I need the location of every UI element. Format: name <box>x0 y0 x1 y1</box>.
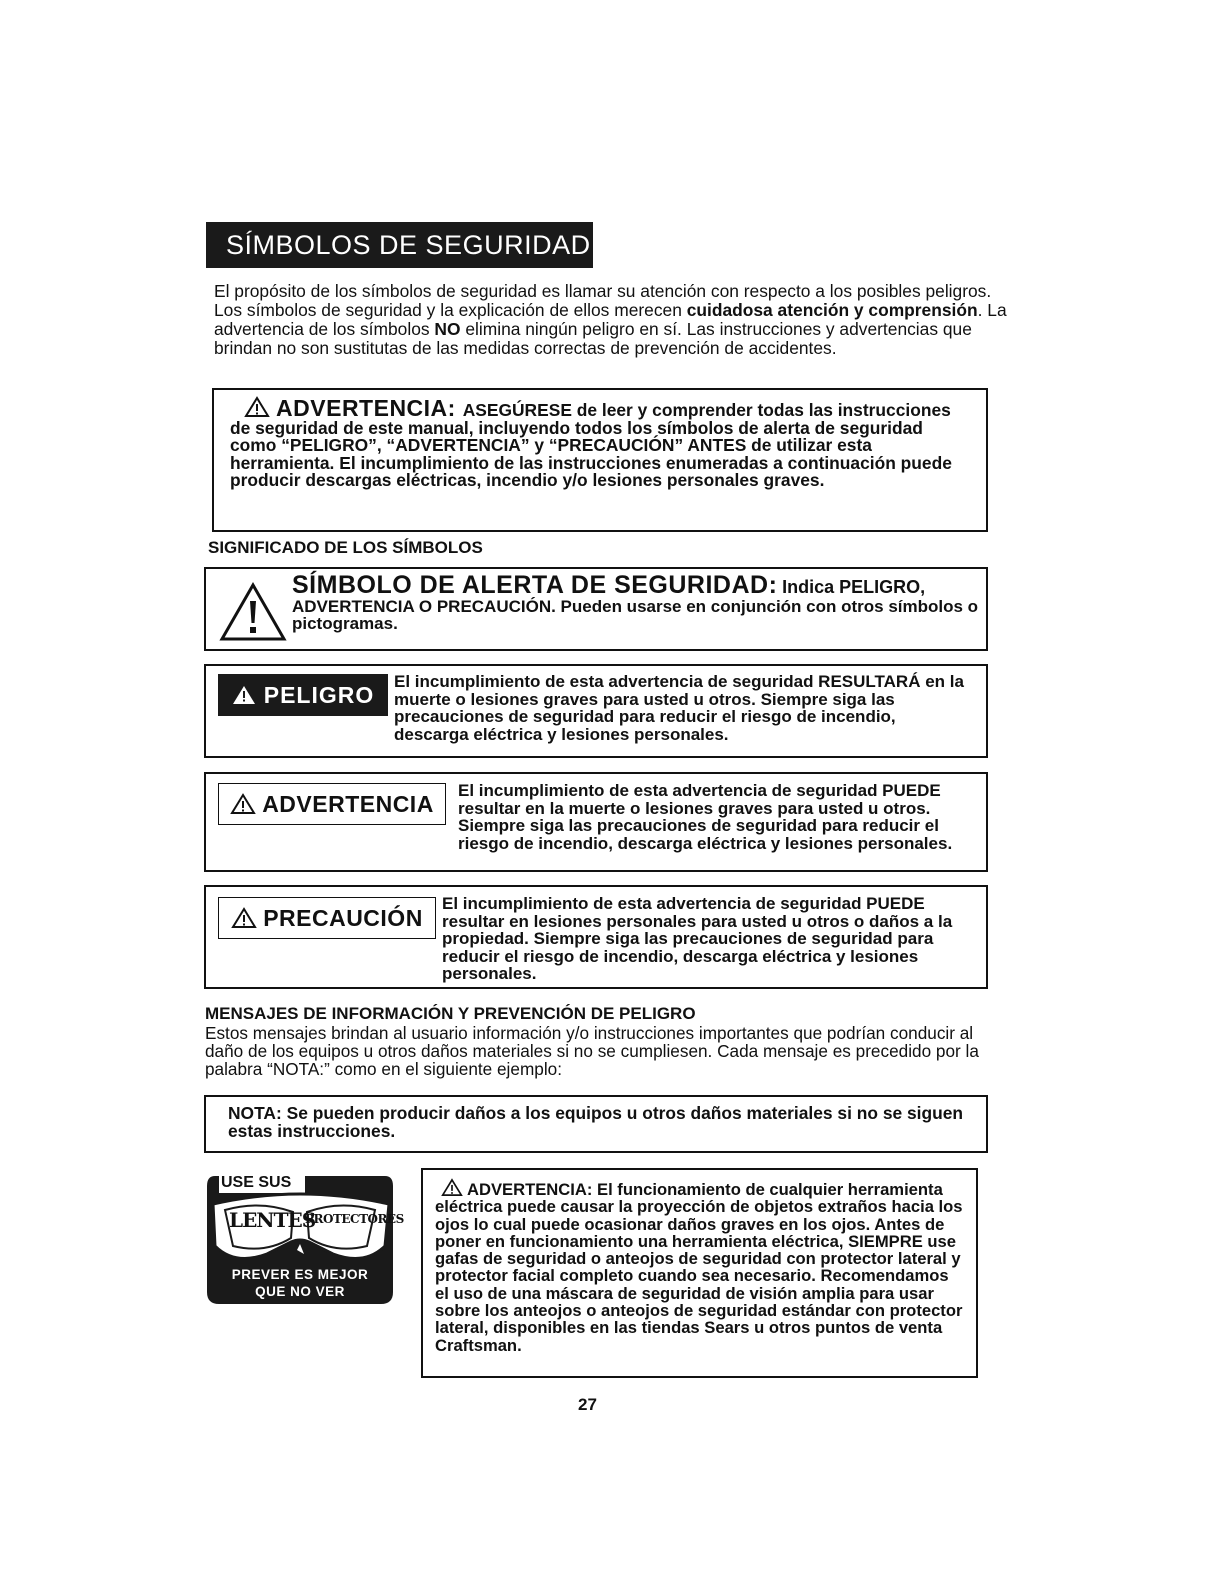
intro-paragraph: El propósito de los símbolos de seguridad es llamar su atención con respecto a los posibles peligros. Los símbolos de seguridad y la explicación de ellos merecen cuidadosa atención y comprensión. La advertencia de los símbolos NO elimina ningún peligro en sí. Las instrucciones y advertencias que brindan no son sustitutas de las medidas correctas de prevención de accidentes. <box>214 281 1007 358</box>
main-warning-text: ASEGÚRESE de leer y comprender todas las instrucciones de seguridad de este manual, incluyendo todos los símbolos de alerta de seguridad como “PELIGRO”, “ADVERTENCIA” y “PRECAUCIÓN” ANTES de utilizar esta herramienta. El incumplimiento de las instrucciones enumeradas a continuación puede producir descargas eléctricas, incendio y/o lesiones personales graves. <box>230 400 952 491</box>
alert-symbol-text: ADVERTENCIA O PRECAUCIÓN. Pueden usarse en conjunción con otros símbolos o pictogramas. <box>292 596 979 633</box>
advertencia-text: El incumplimiento de esta advertencia de seguridad PUEDE resultar en la muerte o lesiones graves para usted u otros. Siempre siga las precauciones de seguridad para reducir el riesgo de incendio, descarga eléctrica y lesiones personales. <box>458 781 953 853</box>
peligro-label-block: PELIGRO <box>218 674 388 716</box>
goggles-lentes: LENTES <box>229 1208 316 1232</box>
eye-warning-label: ADVERTENCIA: <box>467 1180 593 1199</box>
goggles-line1: USE SUS <box>221 1174 292 1191</box>
warning-triangle-icon <box>244 396 270 418</box>
nota-text: NOTA: Se pueden producir daños a los equipos u otros daños materiales si no se siguen estas instrucciones. <box>228 1103 964 1141</box>
page-title: SÍMBOLOS DE SEGURIDAD <box>206 222 593 268</box>
warning-triangle-icon <box>441 1178 463 1197</box>
goggles-slogan: PREVER ES MEJOR QUE NO VER <box>231 1267 369 1299</box>
page-number: 27 <box>578 1395 597 1414</box>
advertencia-box <box>204 772 988 872</box>
main-warning-label: ADVERTENCIA: <box>276 395 456 421</box>
peligro-text: El incumplimiento de esta advertencia de seguridad RESULTARÁ en la muerte o lesiones graves para usted u otros. Siempre siga las precauciones de seguridad para reducir el riesgo de incendio, descarga eléctrica y lesiones personales. <box>394 672 964 744</box>
alert-symbol-lead: Indica PELIGRO, <box>782 577 926 597</box>
info-text: Estos mensajes brindan al usuario información y/o instrucciones importantes que podrían conducir al daño de los equipos u otros daños materiales si no se cumpliesen. Cada mensaje es precedido por la palabra “NOTA:” como en el siguiente ejemplo: <box>205 1023 979 1079</box>
goggles-badge <box>205 1168 404 1308</box>
advertencia-label-block: ADVERTENCIA <box>218 783 446 825</box>
alert-triangle-icon <box>218 581 288 643</box>
warning-triangle-icon <box>231 907 257 929</box>
eye-warning-text: El funcionamiento de cualquier herramienta eléctrica puede causar la proyección de objetos extraños hacia los ojos lo cual puede ocasionar daños graves en los ojos. Antes de poner en funcionamiento una herramienta eléctrica, SIEMPRE use gafas de seguridad o anteojos de seguridad con protector lateral y protector facial completo cuando sea necesario. Recomendamos el uso de una máscara de seguridad de visión amplia para usar sobre los anteojos o anteojos de seguridad estándar con protector lateral, disponibles en las tiendas Sears u otros puntos de venta Craftsman. <box>435 1180 963 1355</box>
alert-symbol-title: SÍMBOLO DE ALERTA DE SEGURIDAD: <box>292 571 778 599</box>
alert-symbol-box <box>204 567 988 651</box>
eye-warning-box <box>421 1168 978 1378</box>
main-warning-box <box>212 388 988 532</box>
goggles-protectores: PROTECTORES <box>305 1212 404 1226</box>
peligro-box <box>204 664 988 758</box>
precaucion-text: El incumplimiento de esta advertencia de seguridad PUEDE resultar en lesiones personales para usted u otros o daños a la propiedad. Siempre siga las precauciones de seguridad para reducir el riesgo de incendio, descarga eléctrica y lesiones personales. <box>442 894 953 983</box>
nota-box <box>204 1095 988 1153</box>
precaucion-box <box>204 885 988 989</box>
warning-triangle-icon <box>230 793 256 815</box>
info-section <box>205 1004 995 1078</box>
precaucion-label-block: PRECAUCIÓN <box>218 897 436 939</box>
info-heading: MENSAJES DE INFORMACIÓN Y PREVENCIÓN DE PELIGRO <box>205 1004 696 1023</box>
warning-triangle-icon <box>232 685 256 705</box>
meaning-heading: SIGNIFICADO DE LOS SÍMBOLOS <box>208 538 483 557</box>
